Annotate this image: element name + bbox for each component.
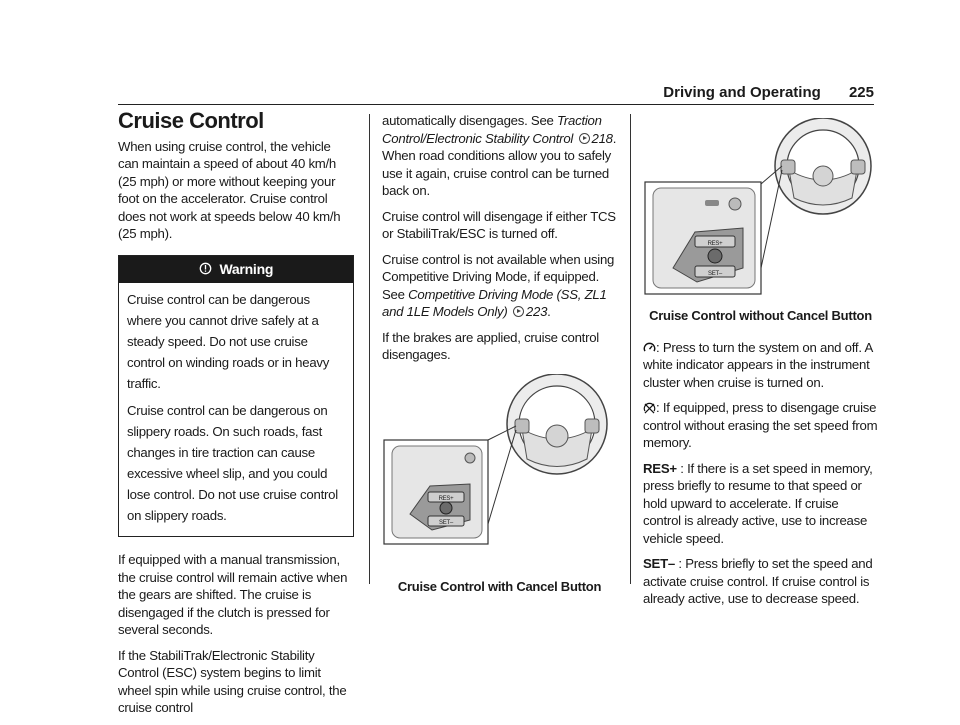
tcs-paragraph: Cruise control will disengage if either TCS or StabiliTrak/ESC is turned off. xyxy=(382,208,616,241)
figure-set-label: SET– xyxy=(438,519,454,526)
competitive-text-end: . xyxy=(547,304,551,319)
item-on-off xyxy=(643,339,878,392)
column-2 xyxy=(382,112,617,609)
warning-icon xyxy=(199,262,212,275)
figure-caption-with-cancel: Cruise Control with Cancel Button xyxy=(397,578,602,594)
column-1 xyxy=(118,108,354,725)
manual-transmission-paragraph: If equipped with a manual transmission, the cruise control will remain active when the gears are shifted. The cruise is disengaged if the clutch is pressed for several seconds. xyxy=(118,552,348,637)
page-number: 225 xyxy=(848,84,874,101)
traction-reference-link[interactable]: Traction Control/Electronic Stability Control xyxy=(382,113,602,146)
warning-header xyxy=(119,256,353,284)
warning-box xyxy=(118,255,354,538)
header-rule xyxy=(118,104,874,105)
figure-set-label: SET– xyxy=(707,271,723,277)
stabilitrak-paragraph: If the StabiliTrak/Electronic Stability Control (ESC) system begins to limit wheel spin while using cruise control, the cruise control xyxy=(118,647,347,715)
brakes-paragraph: If the brakes are applied, cruise control disengages. xyxy=(382,329,599,362)
item-res-key: RES+ xyxy=(643,460,677,476)
traction-reference-page[interactable]: 218 xyxy=(591,130,613,146)
figure-res-label: RES+ xyxy=(438,495,454,502)
item-on-off-text: : Press to turn the system on and off. A white indicator appears in the instrument cluster when cruise is turned on. xyxy=(643,339,873,390)
warning-paragraph-1: Cruise control can be dangerous where you cannot drive safely at a steady speed. Do not use cruise control on winding roads or in heavy traffic. xyxy=(127,292,330,391)
page-header xyxy=(663,84,874,101)
item-cancel-text: : If equipped, press to disengage cruise control without erasing the set speed from memory. xyxy=(643,400,878,450)
traction-text: automatically disengages. See xyxy=(382,113,558,128)
figure-without-cancel-button xyxy=(643,118,878,303)
competitive-mode-paragraph xyxy=(382,251,617,321)
warning-paragraph-2: Cruise control can be dangerous on slippery roads. On such roads, fast changes in tire traction can cause excessive wheel slip, and you could lose control. Do not use cruise control on slippery roads. xyxy=(127,403,338,523)
item-cancel xyxy=(643,399,878,452)
intro-paragraph: When using cruise control, the vehicle can maintain a speed of about 40 km/h (25 mph) or more without keeping your foot on the accelerator. Cruise control does not work at speeds below 40 km/h (25 mph). xyxy=(118,138,341,241)
page-title: Cruise Control xyxy=(118,108,264,133)
item-res-text: : If there is a set speed in memory, press briefly to resume to that speed or hold upward to accelerate. If cruise control is already active, use to increase vehicle speed. xyxy=(643,460,873,546)
warning-label: Warning xyxy=(219,260,274,277)
item-set xyxy=(643,555,878,608)
section-title: Driving and Operating xyxy=(663,84,821,101)
cruise-cancel-icon xyxy=(643,402,656,415)
traction-paragraph xyxy=(382,112,617,200)
item-set-text: : Press briefly to set the speed and activate cruise control. If cruise control is already active, use to decrease speed. xyxy=(643,556,873,606)
steering-wheel-illustration xyxy=(643,118,878,303)
competitive-text: Cruise control is not available when using Competitive Driving Mode, if equipped. See xyxy=(382,251,615,302)
item-set-key: SET– xyxy=(643,556,675,571)
traction-text-end: . When road conditions allow you to safely use it again, cruise control can be turned back on. xyxy=(382,130,617,198)
page-reference-icon xyxy=(513,306,524,317)
item-res xyxy=(643,460,878,548)
column-divider-1 xyxy=(369,114,370,584)
column-divider-2 xyxy=(630,114,631,584)
steering-wheel-illustration xyxy=(382,374,617,574)
warning-body xyxy=(119,283,353,536)
page-reference-icon xyxy=(579,133,590,144)
figure-caption-without-cancel: Cruise Control without Cancel Button xyxy=(649,308,872,323)
figure-with-cancel-button xyxy=(382,374,617,574)
figure-res-label: RES+ xyxy=(707,241,723,247)
competitive-reference-link[interactable]: Competitive Driving Mode (SS, ZL1 and 1LE Models Only) xyxy=(382,286,607,319)
column-3 xyxy=(643,112,878,616)
competitive-reference-page[interactable]: 223 xyxy=(525,304,548,319)
cruise-on-off-icon xyxy=(643,342,656,355)
